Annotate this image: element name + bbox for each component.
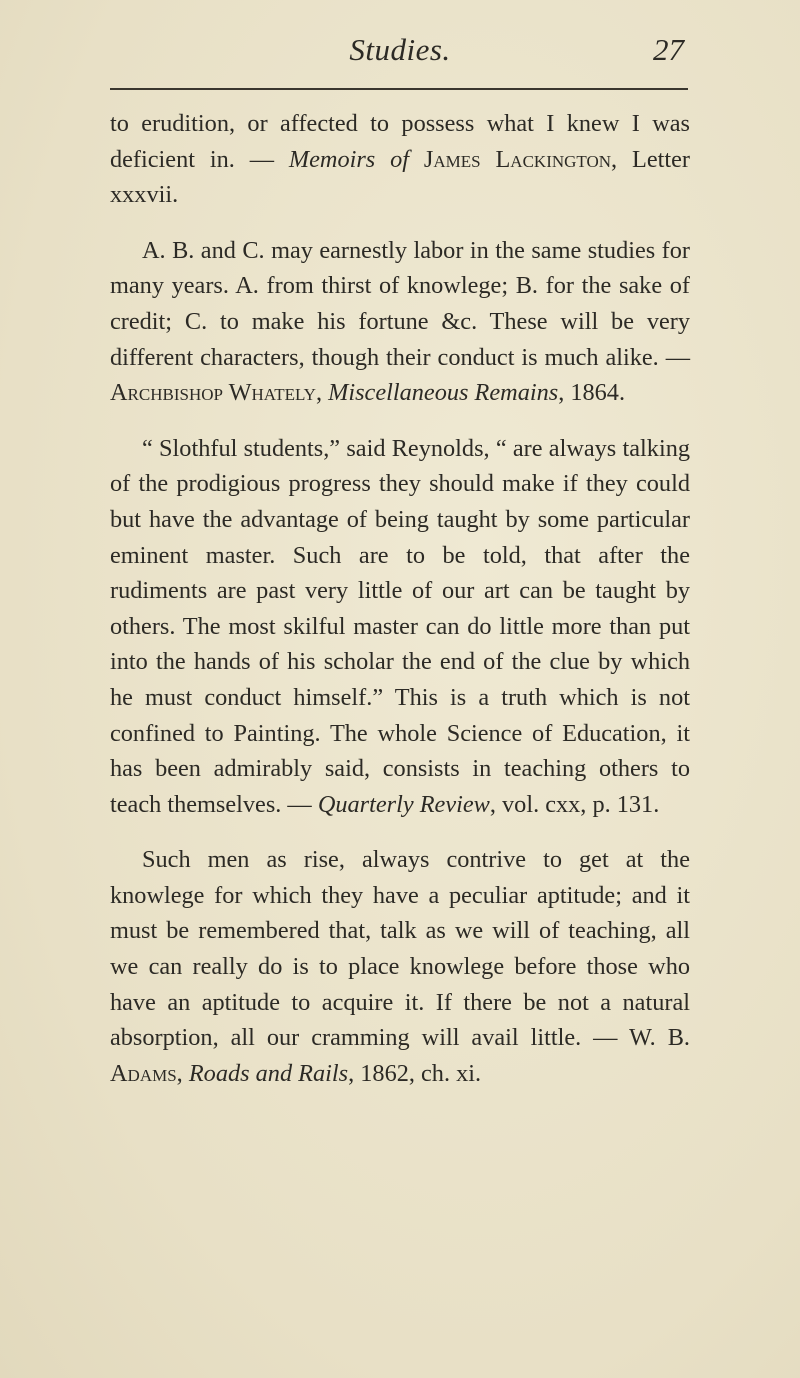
smallcaps-text: Archbishop Whately xyxy=(110,379,316,407)
italic-text: Quarterly Review xyxy=(317,790,490,818)
text-run: , 1862, ch. xi. xyxy=(348,1059,482,1087)
body-text xyxy=(110,106,690,1111)
text-run: , vol. cxx, p. 131. xyxy=(489,790,660,818)
text-run: Such men as rise, always contrive to get at the knowlege for which they have a peculiar aptitude; and it must be remembered that, talk as we will of teaching, all we can really do is to place knowlege before those who have an aptitude to acquire it. If there be not a natural absorption, all our cramming will avail little. — W. B. xyxy=(110,846,690,1052)
paragraph xyxy=(110,431,690,823)
italic-text: Roads and Rails xyxy=(188,1059,349,1087)
smallcaps-text: Adams xyxy=(110,1059,177,1087)
paragraph xyxy=(110,106,690,213)
text-run: to erudition, or affected to possess what I knew I was deficient in. — xyxy=(110,110,690,173)
running-head: Studies. xyxy=(349,32,451,67)
text-run: , xyxy=(315,379,329,407)
italic-text: Miscellaneous Remains xyxy=(328,379,559,407)
header-rule xyxy=(110,88,688,90)
text-run: , xyxy=(176,1059,189,1087)
text-run: “ Slothful students,” said Reynolds, “ are always talking of the prodigious progress they should make if they could but have the advantage of being taught by some particular eminent master. Such are to be told, that after the rudiments are past very little of our art can be taught by others. The most skilful master can do little more than put into the hands of his scholar the end of the clue by which he must conduct himself.” This is a truth which is not confined to Painting. The whole Science of Education, it has been admirably said, consists in teaching others to teach themselves. — xyxy=(110,434,690,818)
page-header xyxy=(110,28,690,78)
text-run: A. B. and C. may earnestly labor in the same studies for many years. A. from thirst of knowlege; B. for the sake of credit; C. to make his fortune &c. These will be very different characters, though their conduct is much alike. — xyxy=(110,236,690,371)
italic-text: Memoirs of xyxy=(288,145,410,173)
paragraph xyxy=(110,842,690,1091)
text-run: , 1864. xyxy=(558,379,626,407)
page-number: 27 xyxy=(653,32,684,67)
text-run: , Letter xxxvii. xyxy=(110,145,690,209)
paragraph xyxy=(110,233,690,411)
smallcaps-text: James Lackington xyxy=(409,145,612,173)
